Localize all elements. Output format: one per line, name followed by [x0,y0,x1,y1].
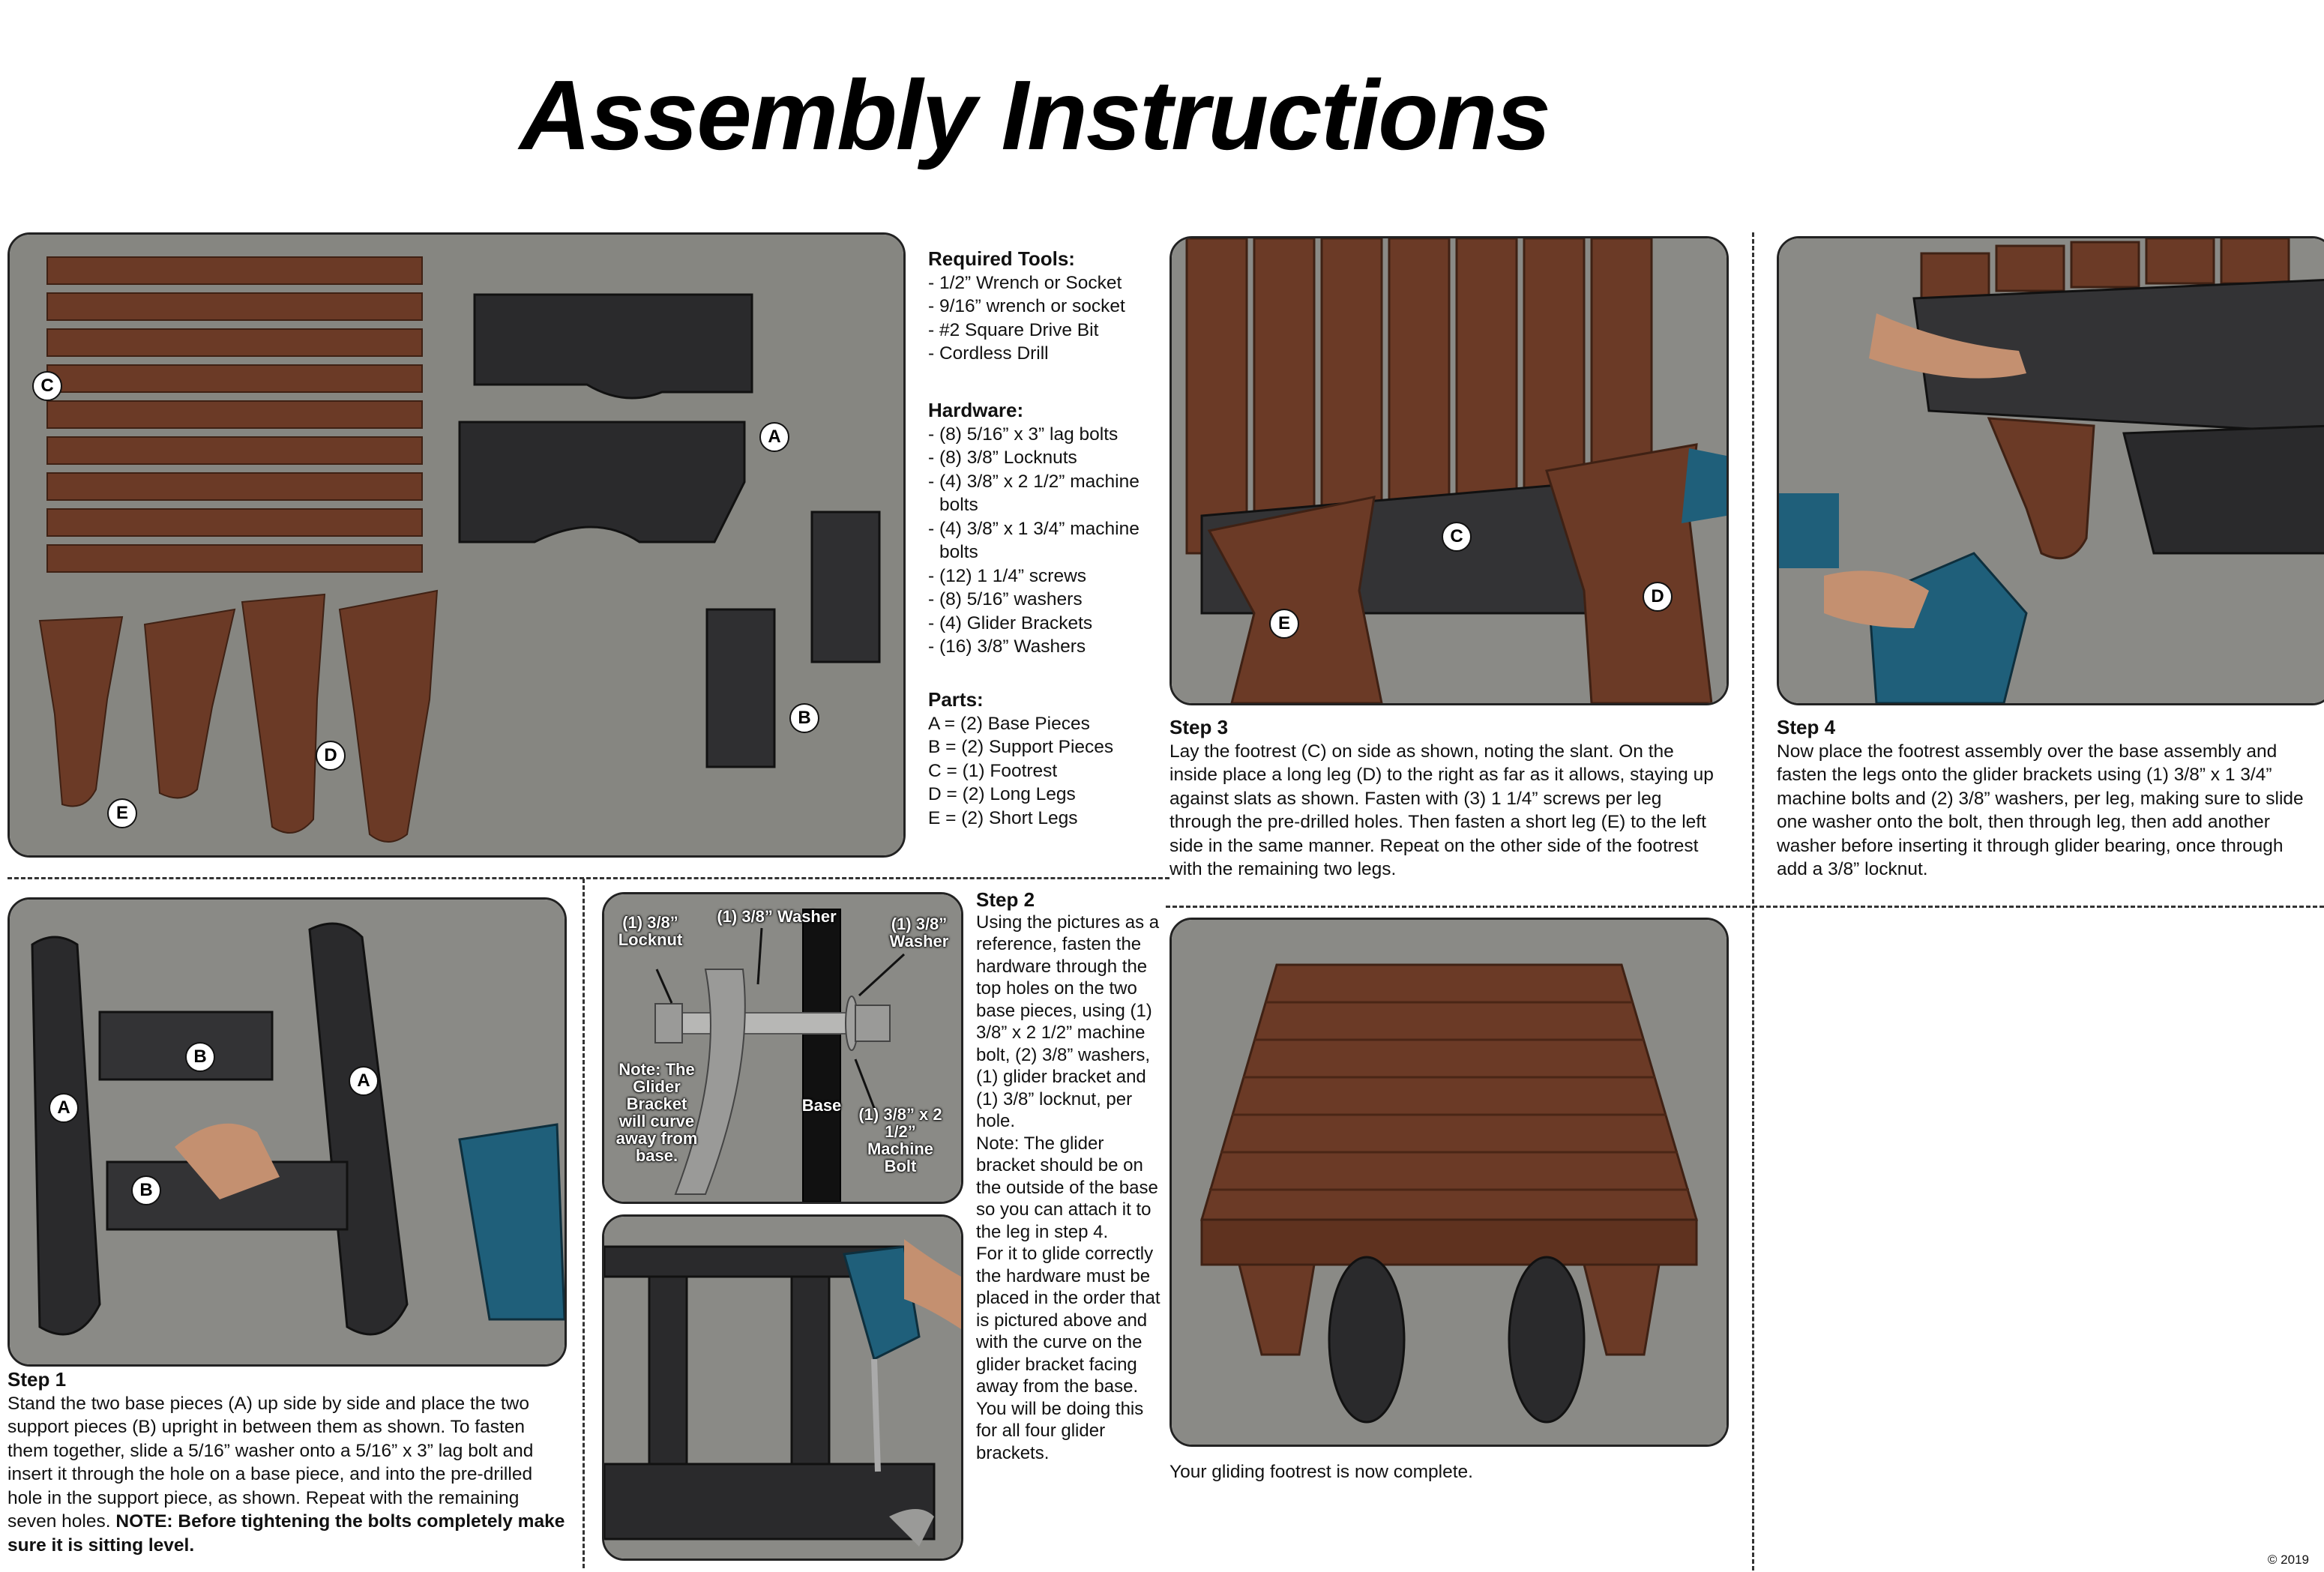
required-tools-list [928,271,1175,366]
step4-section [1777,716,2317,882]
callout-machine-bolt: (1) 3/8” x 2 1/2” Machine Bolt [858,1105,942,1175]
step2-para2: Note: The glider bracket should be on the outside of the base so you can attach it to the leg in step 4. [976,1133,1158,1242]
complete-text: Your gliding footrest is now complete. [1169,1462,1473,1482]
callout-locknut: (1) 3/8” Locknut [618,913,683,949]
step3-photo [1169,236,1729,705]
list-item: - (12) 1 1/4” screws [928,565,1087,586]
step2-heading: Step 2 [976,888,1035,911]
required-tools-heading: Required Tools: [928,247,1075,270]
callout-washer-right: (1) 3/8” Washer [889,915,949,951]
callout-note: Note: The Glider Bracket will curve away from base. [615,1060,698,1165]
list-item: - #2 Square Drive Bit [928,319,1099,340]
step1-photo [7,897,567,1367]
list-item: - Cordless Drill [928,343,1049,364]
label-support-b: B [789,703,819,733]
step3-heading: Step 3 [1169,716,1229,738]
list-item: A = (2) Base Pieces [928,713,1090,734]
parts-heading: Parts: [928,688,984,711]
label-footrest-c: C [1442,522,1472,552]
label-long-leg-d: D [316,741,346,771]
list-item: B = (2) Support Pieces [928,737,1114,757]
list-item: - (4) 3/8” x 1 3/4” machine bolts [928,518,1145,562]
list-item: - (8) 5/16” x 3” lag bolts [928,424,1119,445]
hardware-section [928,399,1153,659]
callout-washer-top: (1) 3/8” Washer [717,907,837,926]
step2-hardware-photo [602,892,963,1204]
label-short-leg-e: E [1269,609,1299,639]
step3-body: Lay the footrest (C) on side as shown, noting the slant. On the inside place a long leg (D) to the right as far as it allows, staying up against slats as shown. Fasten with (3) 1 1/4” screws per leg through the pre-drilled holes. Then fasten a short leg (E) to the left side in the same manner. Repeat on the other side of the footrest with the remaining two legs. [1169,741,1714,879]
step4-illustration [1779,238,2324,703]
list-item: - (4) 3/8” x 2 1/2” machine bolts [928,471,1145,515]
hardware-list [928,423,1153,659]
step4-body: Now place the footrest assembly over the base assembly and fasten the legs onto the glider brackets using (1) 3/8” x 1 3/4” machine bolts and (2) 3/8” washers, per leg, making sure to slide one washer onto the bolt, then through leg, then add another washer before inserting it through glider bearing, once through add a 3/8” locknut. [1777,741,2304,879]
step1-section [7,1368,566,1557]
step2-section [976,889,1163,1464]
step1-heading: Step 1 [7,1368,67,1391]
list-item: D = (2) Long Legs [928,784,1076,804]
divider-vertical-right [1752,232,1754,1571]
label-base-a-right: A [349,1066,379,1096]
step3-section [1169,716,1724,882]
label-base-a: A [759,422,789,452]
copyright: © 2019 [2267,1553,2309,1567]
divider-vertical-left [582,879,585,1568]
parts-photo [7,232,906,858]
list-item: - (4) Glider Brackets [928,612,1093,633]
parts-illustration [10,235,903,855]
step1-body: Stand the two base pieces (A) up side by side and place the two support pieces (B) upright in between them as shown. To fasten them together, slide a 5/16” washer onto a 5/16” x 3” lag bolt and insert it through the hole on a base piece, and into the pre-drilled hole in the support piece, as shown. Repeat with the remaining seven holes. [7,1393,534,1532]
page-title: Assembly Instructions [520,60,1550,170]
step2-drill-photo [602,1214,963,1561]
step2-para3: For it to glide correctly the hardware must be placed in the order that is pictured above and with the curve on the glider bracket facing away from the base. You will be doing this for all four glider brackets. [976,1244,1161,1463]
hardware-heading: Hardware: [928,399,1024,421]
divider-right-horizontal [1166,906,2324,908]
required-tools-section [928,247,1175,366]
step1-illustration [10,900,565,1364]
list-item: - (8) 3/8” Locknuts [928,448,1077,468]
finished-footrest-illustration [1172,920,1727,1445]
step1-note: NOTE: Before tightening the bolts completely make sure it is sitting level. [7,1511,565,1556]
label-footrest-c: C [32,371,62,401]
step2-para1: Using the pictures as a reference, fasten the hardware through the top holes on the two base pieces, using (1) 3/8” x 2 1/2” machine bolt, (2) 3/8” washers, (1) glider bracket and (1) 3/8” locknut, per hole. [976,912,1160,1131]
label-support-b-bottom: B [131,1175,161,1205]
callout-base: Base [801,1096,842,1115]
step2-drill-illustration [604,1217,961,1559]
parts-list [928,712,1168,831]
list-item: E = (2) Short Legs [928,807,1078,828]
step3-illustration [1172,238,1727,703]
step4-heading: Step 4 [1777,716,1836,738]
list-item: - 1/2” Wrench or Socket [928,272,1122,293]
label-support-b-top: B [185,1042,215,1072]
label-base-a-left: A [49,1093,79,1123]
parts-section [928,688,1168,830]
complete-photo [1169,918,1729,1447]
list-item: - (16) 3/8” Washers [928,636,1086,657]
step4-photo [1777,236,2324,705]
list-item: - (8) 5/16” washers [928,589,1083,609]
divider-left-horizontal [7,877,1169,879]
list-item: - 9/16” wrench or socket [928,296,1125,316]
list-item: C = (1) Footrest [928,760,1058,781]
label-short-leg-e: E [107,798,137,828]
label-long-leg-d: D [1643,582,1673,612]
